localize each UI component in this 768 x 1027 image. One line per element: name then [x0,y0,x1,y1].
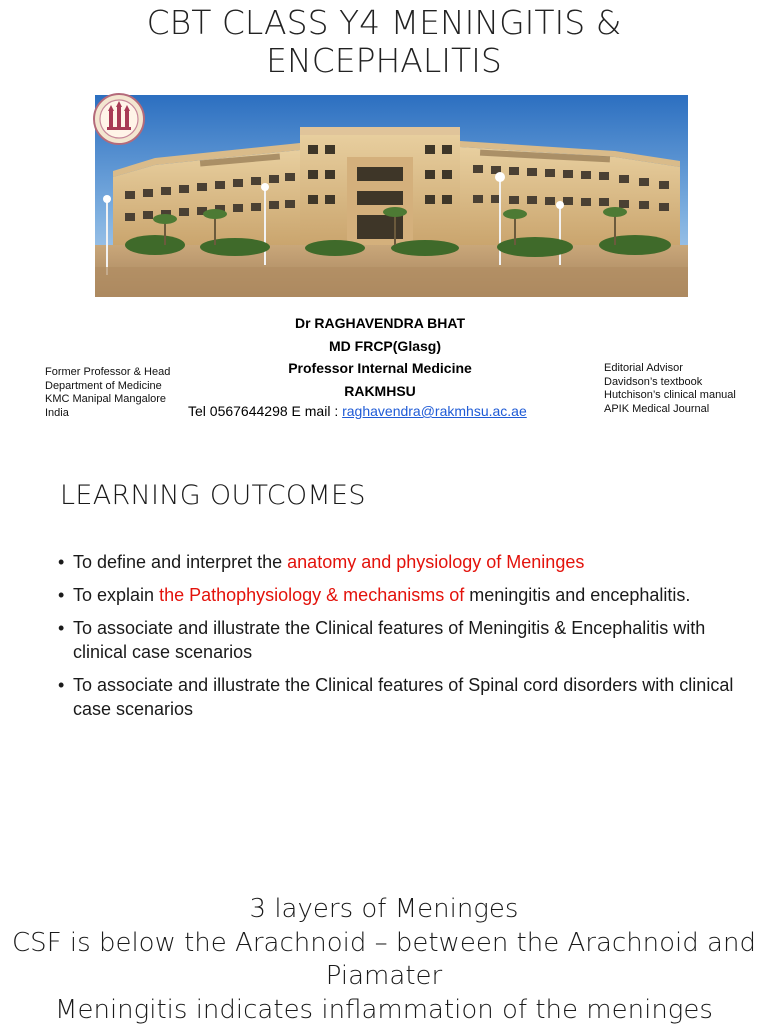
university-crest-logo [93,93,145,145]
outcome-text: To associate and illustrate the Clinical features of Meningitis & Encephalitis with clinical case scenarios [73,618,705,662]
outcome-highlight: anatomy and physiology of Meninges [287,552,584,572]
former-role-line: Department of Medicine [45,380,170,394]
slide-title: CBT CLASS Y4 MENINGITIS & ENCEPHALITIS [60,4,708,80]
former-roles [45,366,170,420]
author-qualifications: MD FRCP(Glasg) [255,335,505,358]
author-block [255,312,505,402]
bullet-glyph: • [58,583,64,607]
former-role-line: KMC Manipal Mangalore [45,393,170,407]
outcome-text: To define and interpret the [73,552,287,572]
meninges-line: 3 layers of Meninges [0,893,768,927]
list-item [58,583,738,607]
author-name: Dr RAGHAVENDRA BHAT [255,312,505,335]
editorial-role-line: Editorial Advisor [604,362,736,376]
outcome-text: To explain [73,585,159,605]
contact-line [188,402,527,420]
bullet-glyph: • [58,550,64,574]
meninges-line: CSF is below the Arachnoid – between the Arachnoid and [0,927,768,961]
meninges-line: Piamater [0,960,768,994]
learning-outcomes-heading: LEARNING OUTCOMES [60,480,366,511]
editorial-roles [604,362,736,416]
email-link[interactable]: raghavendra@rakmhsu.ac.ae [342,403,527,419]
contact-prefix: Tel 0567644298 E mail : [188,403,342,419]
bullet-glyph: • [58,616,64,640]
outcome-text: To associate and illustrate the Clinical features of Spinal cord disorders with clinical case scenarios [73,675,733,719]
list-item [58,616,738,664]
learning-outcomes-list [58,550,738,730]
meninges-line: Meningitis indicates inflammation of the meninges [0,994,768,1027]
list-item [58,673,738,721]
outcome-highlight: the Pathophysiology & mechanisms of [159,585,464,605]
author-position: Professor Internal Medicine [255,357,505,380]
outcome-text-after: meningitis and encephalitis. [464,585,690,605]
author-institution: RAKMHSU [255,380,505,403]
list-item [58,550,738,574]
editorial-role-line: APIK Medical Journal [604,403,736,417]
former-role-line: India [45,407,170,421]
former-role-line: Former Professor & Head [45,366,170,380]
university-building-photo [95,95,688,297]
editorial-role-line: Hutchison’s clinical manual [604,389,736,403]
editorial-role-line: Davidson’s textbook [604,376,736,390]
meninges-summary [0,893,768,1027]
bullet-glyph: • [58,673,64,697]
